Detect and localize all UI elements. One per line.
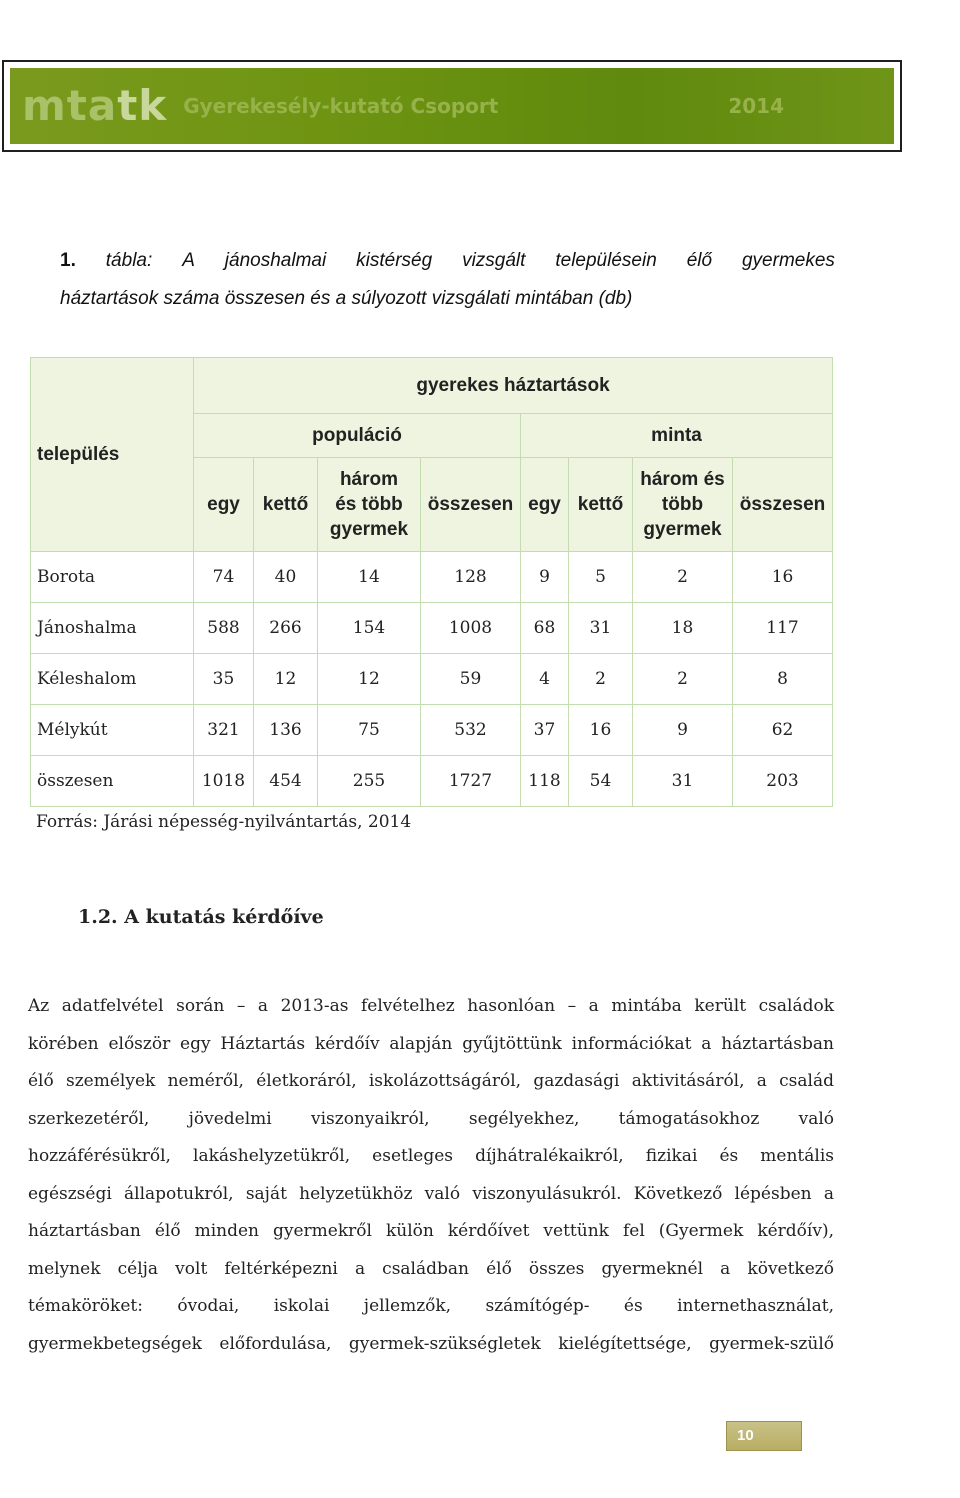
row-name: Borota: [31, 552, 194, 603]
cell: 16: [733, 552, 833, 603]
cell: 154: [318, 603, 421, 654]
row-name: Mélykút: [31, 705, 194, 756]
header-year: 2014: [728, 94, 784, 118]
cell: 454: [254, 756, 318, 807]
cell: 74: [194, 552, 254, 603]
cell: 9: [521, 552, 569, 603]
cell: 54: [569, 756, 633, 807]
table-row-total: [31, 756, 833, 807]
cell: 62: [733, 705, 833, 756]
header-pop-two: kettő: [254, 458, 318, 552]
body-line: körében először egy Háztartás kérdőív alapján gyűjtöttünk információkat a háztartásban: [28, 1033, 834, 1054]
body-line: egészségi állapotukról, saját helyzetükhöz való viszonyulásukról. Következő lépésben a: [28, 1183, 834, 1204]
page-number: 10: [726, 1421, 802, 1451]
cell: 14: [318, 552, 421, 603]
header-banner-frame: [2, 60, 902, 152]
header-sample-total: összesen: [733, 458, 833, 552]
body-line: melynek célja volt feltérképezni a családban élő összes gyermeknél a következő: [28, 1258, 834, 1279]
cell: 266: [254, 603, 318, 654]
header-population: populáció: [194, 414, 521, 458]
table-row: [31, 705, 833, 756]
body-line: háztartásban élő minden gyermekről külön kérdőívet vettünk fel (Gyermek kérdőív),: [28, 1221, 834, 1241]
body-line: Az adatfelvétel során – a 2013-as felvételhez hasonlóan – a mintába került családok: [28, 996, 834, 1016]
cell: 2: [633, 552, 733, 603]
mtatk-logo: mtatk: [22, 81, 168, 130]
header-settlement: település: [31, 358, 194, 552]
header-sample-two: kettő: [569, 458, 633, 552]
header-pop-three: három és több gyermek: [318, 458, 421, 552]
body-line: hozzáférésükről, lakáshelyzetükről, esetleges díjhátralékaikról, fizikai és mentális: [28, 1146, 834, 1166]
row-name: összesen: [31, 756, 194, 807]
cell: 31: [569, 603, 633, 654]
cell: 321: [194, 705, 254, 756]
cell: 8: [733, 654, 833, 705]
cell: 16: [569, 705, 633, 756]
cell: 12: [318, 654, 421, 705]
body-line: élő személyek neméről, életkoráról, iskolázottságáról, gazdasági aktivitásáról, a család: [28, 1071, 834, 1091]
cell: 75: [318, 705, 421, 756]
cell: 1018: [194, 756, 254, 807]
caption-number: 1.: [60, 250, 76, 271]
cell: 136: [254, 705, 318, 756]
caption-line-1: 1. tábla: A jánoshalmai kistérség vizsgált településein élő gyermekes: [60, 242, 835, 280]
cell: 35: [194, 654, 254, 705]
cell: 31: [633, 756, 733, 807]
table-source: Forrás: Járási népesség-nyilvántartás, 2014: [36, 812, 412, 832]
header-banner: [10, 68, 894, 144]
cell: 128: [421, 552, 521, 603]
header-pop-one: egy: [194, 458, 254, 552]
header-pop-total: összesen: [421, 458, 521, 552]
cell: 1008: [421, 603, 521, 654]
cell: 5: [569, 552, 633, 603]
section-heading: 1.2. A kutatás kérdőíve: [78, 906, 324, 928]
research-group-name: Gyerekesély-kutató Csoport: [183, 94, 499, 118]
cell: 40: [254, 552, 318, 603]
cell: 4: [521, 654, 569, 705]
header-sample-three: három és több gyermek: [633, 458, 733, 552]
cell: 588: [194, 603, 254, 654]
body-line: szerkezetéről, jövedelmi viszonyaikról, segélyekhez, támogatásokhoz való: [28, 1108, 834, 1129]
header-households: gyerekes háztartások: [194, 358, 833, 414]
body-line: gyermekbetegségek előfordulása, gyermek-szükségletek kielégítettsége, gyermek-szülő: [28, 1333, 834, 1354]
body-paragraph: [28, 988, 834, 1363]
cell: 59: [421, 654, 521, 705]
caption-line-2: háztartások száma összesen és a súlyozott vizsgálati mintában (db): [60, 288, 633, 309]
table-caption: [60, 242, 835, 318]
cell: 117: [733, 603, 833, 654]
cell: 1727: [421, 756, 521, 807]
cell: 18: [633, 603, 733, 654]
cell: 9: [633, 705, 733, 756]
row-name: Jánoshalma: [31, 603, 194, 654]
households-table: [30, 357, 833, 807]
header-sample: minta: [521, 414, 833, 458]
cell: 118: [521, 756, 569, 807]
cell: 255: [318, 756, 421, 807]
row-name: Kéleshalom: [31, 654, 194, 705]
table-row: [31, 552, 833, 603]
cell: 532: [421, 705, 521, 756]
cell: 203: [733, 756, 833, 807]
cell: 12: [254, 654, 318, 705]
cell: 2: [569, 654, 633, 705]
header-sample-one: egy: [521, 458, 569, 552]
table-row: [31, 603, 833, 654]
cell: 68: [521, 603, 569, 654]
cell: 37: [521, 705, 569, 756]
body-line: témaköröket: óvodai, iskolai jellemzők, számítógép- és internethasználat,: [28, 1296, 834, 1316]
cell: 2: [633, 654, 733, 705]
table-row: [31, 654, 833, 705]
